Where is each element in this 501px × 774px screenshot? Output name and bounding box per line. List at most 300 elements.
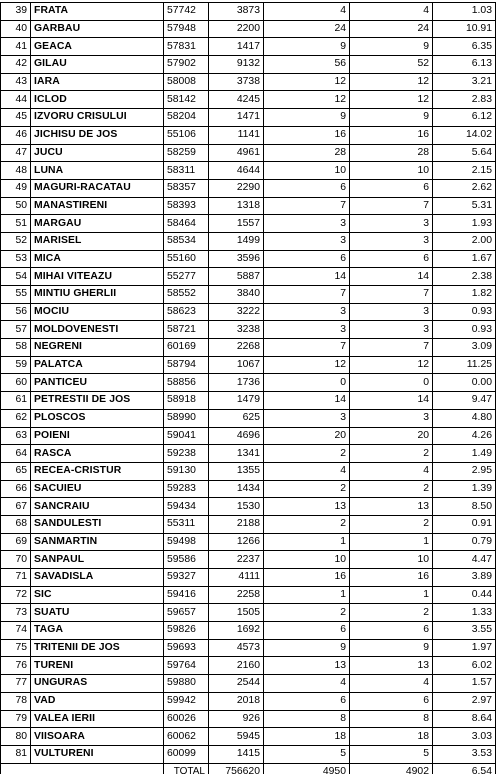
- row-number: 55: [1, 286, 31, 304]
- table-row: [1, 268, 496, 286]
- population-cell: 1318: [209, 197, 264, 215]
- row-number: 63: [1, 427, 31, 445]
- locality-code: 58464: [164, 215, 209, 233]
- row-number: 58: [1, 339, 31, 357]
- value-b-cell: 24: [350, 20, 433, 38]
- population-cell: 3222: [209, 303, 264, 321]
- value-a-cell: 7: [264, 197, 350, 215]
- value-a-cell: 0: [264, 374, 350, 392]
- row-number: 43: [1, 73, 31, 91]
- population-cell: 1557: [209, 215, 264, 233]
- value-b-cell: 20: [350, 427, 433, 445]
- value-b-cell: 3: [350, 232, 433, 250]
- ratio-cell: 2.83: [433, 91, 496, 109]
- locality-name: GILAU: [31, 56, 164, 74]
- value-b-cell: 8: [350, 710, 433, 728]
- locality-name: SANCRAIU: [31, 498, 164, 516]
- locality-name: JUCU: [31, 144, 164, 162]
- value-b-cell: 12: [350, 91, 433, 109]
- table-row: [1, 339, 496, 357]
- value-b-cell: 14: [350, 268, 433, 286]
- ratio-cell: 6.35: [433, 38, 496, 56]
- locality-code: 59880: [164, 675, 209, 693]
- table-row: [1, 356, 496, 374]
- value-b-cell: 4: [350, 3, 433, 21]
- table-row: [1, 515, 496, 533]
- value-b-cell: 9: [350, 38, 433, 56]
- value-a-cell: 7: [264, 339, 350, 357]
- locality-code: 58357: [164, 179, 209, 197]
- table-row: [1, 409, 496, 427]
- row-number: 51: [1, 215, 31, 233]
- value-a-cell: 28: [264, 144, 350, 162]
- value-b-cell: 2: [350, 515, 433, 533]
- locality-code: 58204: [164, 109, 209, 127]
- value-a-cell: 14: [264, 392, 350, 410]
- value-a-cell: 4: [264, 675, 350, 693]
- locality-name: VAD: [31, 692, 164, 710]
- value-a-cell: 3: [264, 409, 350, 427]
- table-row: [1, 91, 496, 109]
- value-b-cell: 16: [350, 126, 433, 144]
- locality-name: ICLOD: [31, 91, 164, 109]
- locality-code: 58623: [164, 303, 209, 321]
- population-cell: 1141: [209, 126, 264, 144]
- population-cell: 3873: [209, 3, 264, 21]
- ratio-cell: 3.03: [433, 728, 496, 746]
- ratio-cell: 3.21: [433, 73, 496, 91]
- locality-name: IARA: [31, 73, 164, 91]
- ratio-cell: 5.31: [433, 197, 496, 215]
- locality-code: 55311: [164, 515, 209, 533]
- locality-name: MARISEL: [31, 232, 164, 250]
- locality-code: 59826: [164, 622, 209, 640]
- locality-name: MINTIU GHERLII: [31, 286, 164, 304]
- row-number: 74: [1, 622, 31, 640]
- locality-name: RASCA: [31, 445, 164, 463]
- population-cell: 4245: [209, 91, 264, 109]
- locality-code: 59416: [164, 586, 209, 604]
- population-cell: 1499: [209, 232, 264, 250]
- population-cell: 1736: [209, 374, 264, 392]
- total-blank-cell: [1, 763, 31, 774]
- table-row: [1, 569, 496, 587]
- table-row: [1, 20, 496, 38]
- table-row: [1, 622, 496, 640]
- locality-name: LUNA: [31, 162, 164, 180]
- population-cell: 2290: [209, 179, 264, 197]
- population-cell: 1479: [209, 392, 264, 410]
- table-row: [1, 639, 496, 657]
- locality-name: SACUIEU: [31, 480, 164, 498]
- locality-code: 59498: [164, 533, 209, 551]
- row-number: 53: [1, 250, 31, 268]
- row-number: 48: [1, 162, 31, 180]
- ratio-cell: 1.57: [433, 675, 496, 693]
- locality-name: TAGA: [31, 622, 164, 640]
- table-row: [1, 109, 496, 127]
- row-number: 69: [1, 533, 31, 551]
- locality-code: 58534: [164, 232, 209, 250]
- locality-code: 58393: [164, 197, 209, 215]
- locality-name: SANDULESTI: [31, 515, 164, 533]
- value-a-cell: 8: [264, 710, 350, 728]
- locality-code: 59942: [164, 692, 209, 710]
- locality-name: PLOSCOS: [31, 409, 164, 427]
- ratio-cell: 2.62: [433, 179, 496, 197]
- locality-code: 58990: [164, 409, 209, 427]
- population-cell: 1341: [209, 445, 264, 463]
- row-number: 67: [1, 498, 31, 516]
- row-number: 70: [1, 551, 31, 569]
- value-a-cell: 20: [264, 427, 350, 445]
- row-number: 46: [1, 126, 31, 144]
- value-b-cell: 2: [350, 604, 433, 622]
- locality-name: SUATU: [31, 604, 164, 622]
- locality-code: 57742: [164, 3, 209, 21]
- value-a-cell: 12: [264, 73, 350, 91]
- locality-code: 58794: [164, 356, 209, 374]
- locality-name: VULTURENI: [31, 745, 164, 763]
- value-a-cell: 3: [264, 215, 350, 233]
- locality-name: SIC: [31, 586, 164, 604]
- population-cell: 1417: [209, 38, 264, 56]
- value-b-cell: 12: [350, 73, 433, 91]
- table-row: [1, 462, 496, 480]
- population-cell: 1415: [209, 745, 264, 763]
- locality-name: VALEA IERII: [31, 710, 164, 728]
- locality-name: TRITENII DE JOS: [31, 639, 164, 657]
- value-b-cell: 3: [350, 303, 433, 321]
- table-row: [1, 73, 496, 91]
- table-row: [1, 215, 496, 233]
- value-a-cell: 2: [264, 604, 350, 622]
- row-number: 57: [1, 321, 31, 339]
- table-row: [1, 321, 496, 339]
- population-cell: 1067: [209, 356, 264, 374]
- population-cell: 1505: [209, 604, 264, 622]
- locality-code: 58008: [164, 73, 209, 91]
- table-row: [1, 144, 496, 162]
- ratio-cell: 1.39: [433, 480, 496, 498]
- locality-name: MOLDOVENESTI: [31, 321, 164, 339]
- row-number: 56: [1, 303, 31, 321]
- ratio-cell: 4.26: [433, 427, 496, 445]
- row-number: 40: [1, 20, 31, 38]
- value-b-cell: 6: [350, 179, 433, 197]
- row-number: 45: [1, 109, 31, 127]
- value-b-cell: 9: [350, 109, 433, 127]
- value-a-cell: 3: [264, 232, 350, 250]
- value-a-cell: 4: [264, 3, 350, 21]
- locality-code: 58552: [164, 286, 209, 304]
- ratio-cell: 5.64: [433, 144, 496, 162]
- table-row: [1, 286, 496, 304]
- total-population: 756620: [209, 763, 264, 774]
- row-number: 52: [1, 232, 31, 250]
- value-b-cell: 2: [350, 480, 433, 498]
- row-number: 49: [1, 179, 31, 197]
- locality-code: 58721: [164, 321, 209, 339]
- row-number: 50: [1, 197, 31, 215]
- ratio-cell: 2.95: [433, 462, 496, 480]
- table-row: [1, 427, 496, 445]
- value-a-cell: 9: [264, 38, 350, 56]
- locality-code: 59434: [164, 498, 209, 516]
- value-a-cell: 2: [264, 480, 350, 498]
- row-number: 76: [1, 657, 31, 675]
- table-row: [1, 498, 496, 516]
- value-a-cell: 24: [264, 20, 350, 38]
- value-a-cell: 18: [264, 728, 350, 746]
- value-b-cell: 9: [350, 639, 433, 657]
- population-cell: 5887: [209, 268, 264, 286]
- population-cell: 1692: [209, 622, 264, 640]
- value-b-cell: 10: [350, 551, 433, 569]
- value-a-cell: 56: [264, 56, 350, 74]
- row-number: 75: [1, 639, 31, 657]
- value-b-cell: 2: [350, 445, 433, 463]
- table-row: [1, 675, 496, 693]
- row-number: 66: [1, 480, 31, 498]
- table-row: [1, 250, 496, 268]
- total-row: [1, 763, 496, 774]
- locality-name: POIENI: [31, 427, 164, 445]
- locality-name: RECEA-CRISTUR: [31, 462, 164, 480]
- ratio-cell: 1.97: [433, 639, 496, 657]
- locality-code: 55160: [164, 250, 209, 268]
- ratio-cell: 6.02: [433, 657, 496, 675]
- locality-name: FRATA: [31, 3, 164, 21]
- locality-code: 59041: [164, 427, 209, 445]
- population-cell: 3738: [209, 73, 264, 91]
- population-cell: 4696: [209, 427, 264, 445]
- locality-code: 59283: [164, 480, 209, 498]
- ratio-cell: 0.91: [433, 515, 496, 533]
- table-row: [1, 303, 496, 321]
- ratio-cell: 0.44: [433, 586, 496, 604]
- table-row: [1, 38, 496, 56]
- table-row: [1, 56, 496, 74]
- population-cell: 3840: [209, 286, 264, 304]
- locality-code: 55277: [164, 268, 209, 286]
- table-row: [1, 179, 496, 197]
- value-a-cell: 13: [264, 498, 350, 516]
- table-row: [1, 197, 496, 215]
- locality-name: UNGURAS: [31, 675, 164, 693]
- population-cell: 2258: [209, 586, 264, 604]
- population-cell: 4111: [209, 569, 264, 587]
- ratio-cell: 4.47: [433, 551, 496, 569]
- locality-code: 55106: [164, 126, 209, 144]
- ratio-cell: 14.02: [433, 126, 496, 144]
- locality-name: SAVADISLA: [31, 569, 164, 587]
- row-number: 62: [1, 409, 31, 427]
- locality-name: NEGRENI: [31, 339, 164, 357]
- value-a-cell: 12: [264, 91, 350, 109]
- total-label: TOTAL: [164, 763, 209, 774]
- value-b-cell: 13: [350, 657, 433, 675]
- ratio-cell: 2.38: [433, 268, 496, 286]
- row-number: 61: [1, 392, 31, 410]
- value-a-cell: 2: [264, 445, 350, 463]
- value-b-cell: 3: [350, 215, 433, 233]
- table-row: [1, 162, 496, 180]
- locality-name: PETRESTII DE JOS: [31, 392, 164, 410]
- ratio-cell: 11.25: [433, 356, 496, 374]
- value-a-cell: 10: [264, 551, 350, 569]
- population-cell: 4961: [209, 144, 264, 162]
- row-number: 54: [1, 268, 31, 286]
- total-value-b: 4902: [350, 763, 433, 774]
- locality-code: 60169: [164, 339, 209, 357]
- population-cell: 3596: [209, 250, 264, 268]
- value-b-cell: 12: [350, 356, 433, 374]
- row-number: 44: [1, 91, 31, 109]
- population-cell: 2018: [209, 692, 264, 710]
- population-cell: 3238: [209, 321, 264, 339]
- value-b-cell: 13: [350, 498, 433, 516]
- ratio-cell: 6.12: [433, 109, 496, 127]
- value-a-cell: 4: [264, 462, 350, 480]
- row-number: 78: [1, 692, 31, 710]
- value-b-cell: 7: [350, 339, 433, 357]
- locality-code: 58856: [164, 374, 209, 392]
- value-b-cell: 28: [350, 144, 433, 162]
- value-a-cell: 1: [264, 533, 350, 551]
- row-number: 81: [1, 745, 31, 763]
- table-body: [1, 3, 496, 764]
- value-a-cell: 6: [264, 250, 350, 268]
- locality-code: 57831: [164, 38, 209, 56]
- ratio-cell: 2.00: [433, 232, 496, 250]
- locality-code: 60026: [164, 710, 209, 728]
- population-cell: 4644: [209, 162, 264, 180]
- row-number: 60: [1, 374, 31, 392]
- value-a-cell: 6: [264, 622, 350, 640]
- ratio-cell: 1.33: [433, 604, 496, 622]
- ratio-cell: 3.55: [433, 622, 496, 640]
- total-ratio: 6.54: [433, 763, 496, 774]
- population-cell: 2160: [209, 657, 264, 675]
- value-b-cell: 4: [350, 462, 433, 480]
- table-row: [1, 126, 496, 144]
- locality-code: 59657: [164, 604, 209, 622]
- value-b-cell: 6: [350, 692, 433, 710]
- data-table: [0, 2, 496, 774]
- value-a-cell: 12: [264, 356, 350, 374]
- value-b-cell: 6: [350, 622, 433, 640]
- locality-name: TURENI: [31, 657, 164, 675]
- population-cell: 2237: [209, 551, 264, 569]
- ratio-cell: 0.93: [433, 303, 496, 321]
- ratio-cell: 3.89: [433, 569, 496, 587]
- locality-code: 59693: [164, 639, 209, 657]
- row-number: 42: [1, 56, 31, 74]
- locality-name: MIHAI VITEAZU: [31, 268, 164, 286]
- value-b-cell: 7: [350, 197, 433, 215]
- value-a-cell: 2: [264, 515, 350, 533]
- population-cell: 4573: [209, 639, 264, 657]
- locality-name: PALATCA: [31, 356, 164, 374]
- ratio-cell: 0.93: [433, 321, 496, 339]
- value-a-cell: 9: [264, 639, 350, 657]
- locality-code: 59238: [164, 445, 209, 463]
- row-number: 80: [1, 728, 31, 746]
- locality-name: MAGURI-RACATAU: [31, 179, 164, 197]
- row-number: 41: [1, 38, 31, 56]
- population-cell: 625: [209, 409, 264, 427]
- row-number: 65: [1, 462, 31, 480]
- row-number: 64: [1, 445, 31, 463]
- ratio-cell: 9.47: [433, 392, 496, 410]
- locality-code: 59764: [164, 657, 209, 675]
- table-row: [1, 480, 496, 498]
- locality-code: 57948: [164, 20, 209, 38]
- locality-name: VIISOARA: [31, 728, 164, 746]
- locality-name: GARBAU: [31, 20, 164, 38]
- table-row: [1, 374, 496, 392]
- value-b-cell: 1: [350, 586, 433, 604]
- locality-code: 59586: [164, 551, 209, 569]
- value-b-cell: 10: [350, 162, 433, 180]
- ratio-cell: 3.53: [433, 745, 496, 763]
- row-number: 79: [1, 710, 31, 728]
- locality-name: MOCIU: [31, 303, 164, 321]
- value-b-cell: 6: [350, 250, 433, 268]
- locality-name: GEACA: [31, 38, 164, 56]
- row-number: 77: [1, 675, 31, 693]
- population-cell: 1266: [209, 533, 264, 551]
- ratio-cell: 3.09: [433, 339, 496, 357]
- row-number: 47: [1, 144, 31, 162]
- table-row: [1, 745, 496, 763]
- locality-code: 57902: [164, 56, 209, 74]
- value-a-cell: 10: [264, 162, 350, 180]
- value-b-cell: 0: [350, 374, 433, 392]
- table-row: [1, 657, 496, 675]
- value-a-cell: 5: [264, 745, 350, 763]
- value-a-cell: 1: [264, 586, 350, 604]
- table-row: [1, 232, 496, 250]
- value-b-cell: 14: [350, 392, 433, 410]
- locality-name: MANASTIRENI: [31, 197, 164, 215]
- value-a-cell: 14: [264, 268, 350, 286]
- locality-name: IZVORU CRISULUI: [31, 109, 164, 127]
- locality-code: 59327: [164, 569, 209, 587]
- table-row: [1, 692, 496, 710]
- population-cell: 2188: [209, 515, 264, 533]
- ratio-cell: 0.79: [433, 533, 496, 551]
- table-row: [1, 710, 496, 728]
- value-a-cell: 9: [264, 109, 350, 127]
- locality-code: 58142: [164, 91, 209, 109]
- locality-code: 60099: [164, 745, 209, 763]
- value-a-cell: 16: [264, 126, 350, 144]
- ratio-cell: 2.15: [433, 162, 496, 180]
- value-b-cell: 7: [350, 286, 433, 304]
- population-cell: 1471: [209, 109, 264, 127]
- table-row: [1, 445, 496, 463]
- population-cell: 5945: [209, 728, 264, 746]
- value-a-cell: 6: [264, 179, 350, 197]
- population-cell: 2544: [209, 675, 264, 693]
- locality-code: 58259: [164, 144, 209, 162]
- value-b-cell: 16: [350, 569, 433, 587]
- locality-name: SANPAUL: [31, 551, 164, 569]
- ratio-cell: 8.64: [433, 710, 496, 728]
- ratio-cell: 6.13: [433, 56, 496, 74]
